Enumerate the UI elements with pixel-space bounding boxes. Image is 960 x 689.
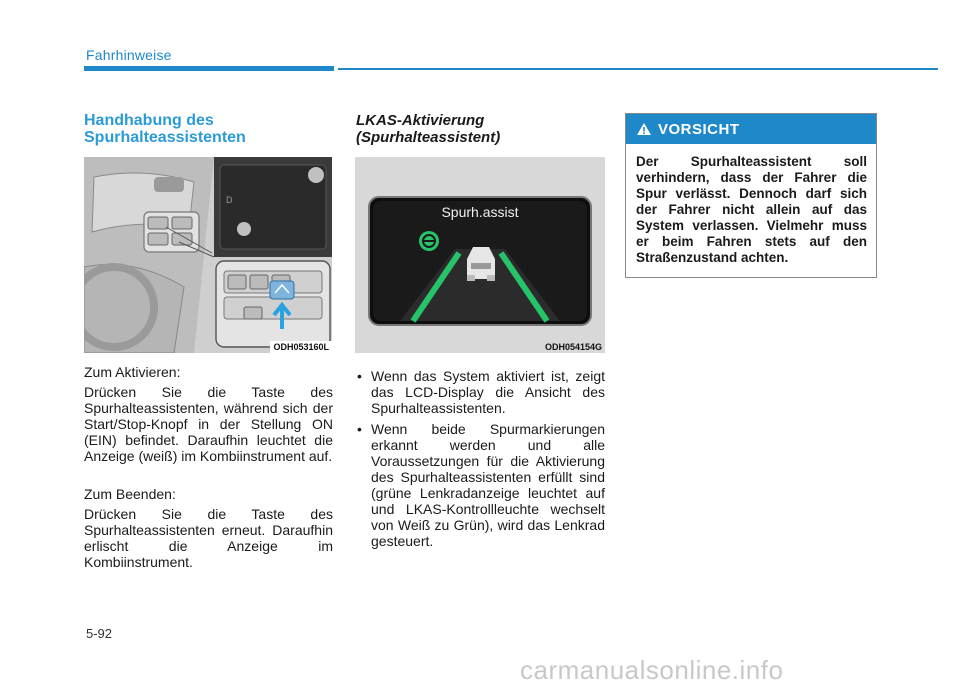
svg-text:D: D <box>226 195 233 205</box>
caution-box <box>625 113 877 278</box>
dashboard-illustration <box>84 157 332 353</box>
deactivate-label: Zum Beenden: <box>84 486 176 502</box>
dashboard-button-figure <box>84 157 332 353</box>
figure-code-left: ODH053160L <box>270 341 332 353</box>
lcd-display-figure <box>355 157 605 353</box>
figure-code-middle: ODH054154G <box>544 342 602 352</box>
section-title: Fahrhinweise <box>86 47 172 63</box>
left-body <box>84 364 333 574</box>
caution-text: Der Spurhalteassistent soll verhindern, dass der Fahrer die Spur verlässt. Dennoch darf sich der Fahrer nicht allein auf das System verlassen. Vielmehr muss er beim Fahren stets auf den Straßenzustand achten. <box>636 154 867 265</box>
middle-bullet-list <box>355 368 605 549</box>
watermark: carmanualsonline.info <box>520 655 784 685</box>
display-title: Spurh.assist <box>441 204 519 220</box>
bullet-item-1: • Wenn das System aktiviert ist, zeigt das LCD-Display die Ansicht des Spurhalteassistenten. <box>355 368 605 416</box>
middle-heading <box>356 112 606 146</box>
activate-label: Zum Aktivieren: <box>84 364 181 380</box>
left-heading <box>84 112 334 146</box>
steering-wheel-icon <box>419 231 439 251</box>
caution-header <box>626 114 876 144</box>
middle-heading-line-1: LKAS-Aktivierung <box>356 112 485 129</box>
left-heading-line-2: Spurhalteassistenten <box>84 129 246 146</box>
bullet-item-2: • Wenn beide Spurmarkierungen erkannt werden und alle Voraussetzungen für die Aktivierung des Spurhalteassistenten erfüllt sind (grüne Lenkradanzeige leuchtet auf und LKAS-Kontrollleuchte wechselt von Weiß zu Grün), wird das Lenkrad gesteuert. <box>355 421 605 549</box>
warning-triangle-icon <box>636 122 652 136</box>
left-heading-line-1: Handhabung des <box>84 112 214 129</box>
deactivate-text: Drücken Sie die Taste des Spurhalteassistenten erneut. Daraufhin erlischt die Anzeige im Kombiinstrument. <box>84 506 333 570</box>
header-rule-thick <box>84 66 334 71</box>
caution-title: VORSICHT <box>658 120 740 138</box>
lcd-illustration <box>355 157 605 353</box>
middle-body <box>355 368 605 554</box>
activate-text: Drücken Sie die Taste des Spurhalteassistenten, während sich der Start/Stop-Knopf in der Stellung ON (EIN) befindet. Daraufhin leuchtet die Anzeige (weiß) im Kombiinstrument auf. <box>84 384 333 464</box>
lane-assist-button-icon <box>270 281 294 299</box>
header-rule-thin <box>338 68 938 70</box>
page-number: 5-92 <box>86 626 113 641</box>
middle-heading-line-2: (Spurhalteassistent) <box>356 129 501 146</box>
